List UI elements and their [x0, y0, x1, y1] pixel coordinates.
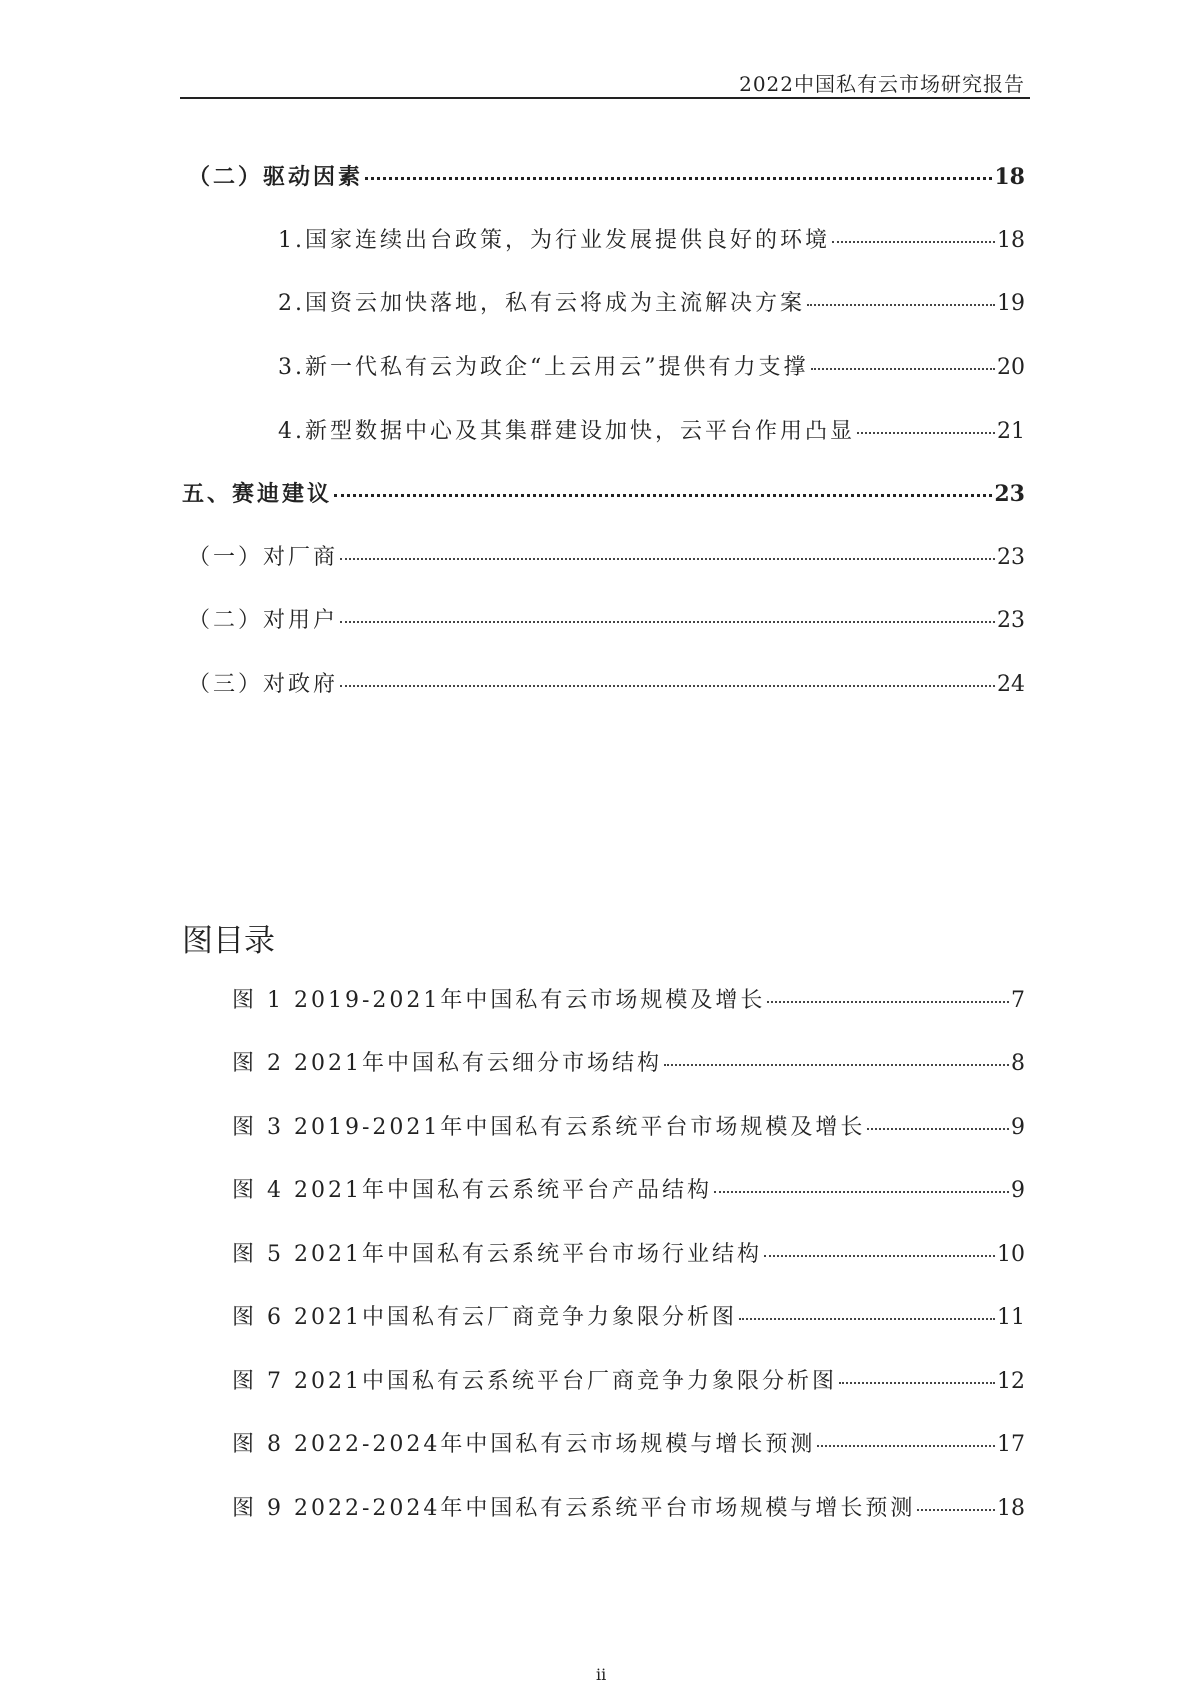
toc-page: 20 — [997, 355, 1025, 380]
toc-label: 1.国家连续出台政策，为行业发展提供良好的环境 — [278, 228, 830, 253]
dot-leader — [739, 1318, 995, 1320]
figure-label: 图 8 2022-2024年中国私有云市场规模与增长预测 — [232, 1432, 816, 1457]
toc-page: 24 — [997, 672, 1025, 697]
figure-label: 图 2 2021年中国私有云细分市场结构 — [232, 1051, 662, 1076]
toc-label: 五、赛迪建议 — [182, 481, 333, 507]
dot-leader — [340, 558, 995, 560]
figure-page: 10 — [997, 1242, 1025, 1267]
dot-leader — [817, 1445, 995, 1447]
toc-entry[interactable] — [188, 540, 1025, 570]
toc-page: 19 — [997, 291, 1025, 316]
dot-leader — [807, 304, 995, 306]
dot-leader — [365, 177, 992, 180]
figure-page: 17 — [997, 1432, 1025, 1457]
figure-page: 8 — [1011, 1051, 1025, 1076]
header-rule — [180, 97, 1030, 99]
toc-entry[interactable] — [278, 414, 1025, 444]
dot-leader — [839, 1382, 995, 1384]
figure-entry[interactable] — [232, 983, 1025, 1013]
toc-page: 18 — [994, 164, 1025, 190]
toc-entry[interactable] — [278, 223, 1025, 253]
figure-page: 18 — [997, 1496, 1025, 1521]
dot-leader — [664, 1064, 1009, 1066]
figure-page: 9 — [1011, 1178, 1025, 1203]
toc-page: 23 — [994, 481, 1025, 507]
dot-leader — [767, 1001, 1009, 1003]
toc-entry[interactable] — [182, 477, 1025, 507]
toc-entry[interactable] — [188, 667, 1025, 697]
figure-entry[interactable] — [232, 1173, 1025, 1203]
toc-label: （三）对政府 — [188, 672, 339, 697]
page-number: ii — [596, 1665, 607, 1684]
figure-page: 11 — [997, 1305, 1025, 1330]
figure-page: 9 — [1011, 1115, 1025, 1140]
figure-label: 图 4 2021年中国私有云系统平台产品结构 — [232, 1178, 712, 1203]
toc-page: 23 — [997, 545, 1025, 570]
figure-label: 图 1 2019-2021年中国私有云市场规模及增长 — [232, 988, 766, 1013]
figure-label: 图 7 2021中国私有云系统平台厂商竞争力象限分析图 — [232, 1369, 837, 1394]
figure-entry[interactable] — [232, 1110, 1025, 1140]
toc-page: 21 — [997, 419, 1025, 444]
figure-entry[interactable] — [232, 1237, 1025, 1267]
dot-leader — [764, 1255, 995, 1257]
figure-entry[interactable] — [232, 1491, 1025, 1521]
toc-page: 23 — [997, 608, 1025, 633]
toc-entry[interactable] — [188, 160, 1025, 190]
figure-label: 图 3 2019-2021年中国私有云系统平台市场规模及增长 — [232, 1115, 866, 1140]
dot-leader — [340, 685, 995, 687]
running-header: 2022中国私有云市场研究报告 — [739, 72, 1025, 96]
toc-page: 18 — [997, 228, 1025, 253]
figure-entry[interactable] — [232, 1300, 1025, 1330]
dot-leader — [340, 621, 995, 623]
figure-label: 图 5 2021年中国私有云系统平台市场行业结构 — [232, 1242, 762, 1267]
toc-label: （二）对用户 — [188, 608, 339, 633]
toc-entry[interactable] — [188, 603, 1025, 633]
dot-leader — [867, 1128, 1009, 1130]
dot-leader — [857, 432, 995, 434]
figure-entry[interactable] — [232, 1046, 1025, 1076]
figure-page: 7 — [1011, 988, 1025, 1013]
figure-entry[interactable] — [232, 1364, 1025, 1394]
toc-entry[interactable] — [278, 286, 1025, 316]
dot-leader — [714, 1191, 1009, 1193]
dot-leader — [334, 494, 992, 497]
figure-label: 图 9 2022-2024年中国私有云系统平台市场规模与增长预测 — [232, 1496, 916, 1521]
figure-page: 12 — [997, 1369, 1025, 1394]
toc-label: 2.国资云加快落地，私有云将成为主流解决方案 — [278, 291, 805, 316]
dot-leader — [917, 1509, 995, 1511]
toc-label: （二）驱动因素 — [188, 164, 364, 190]
dot-leader — [832, 241, 995, 243]
toc-label: 4.新型数据中心及其集群建设加快，云平台作用凸显 — [278, 419, 855, 444]
toc-label: （一）对厂商 — [188, 545, 339, 570]
figure-entry[interactable] — [232, 1427, 1025, 1457]
figure-list-title: 图目录 — [182, 923, 275, 959]
figure-label: 图 6 2021中国私有云厂商竞争力象限分析图 — [232, 1305, 737, 1330]
toc-entry[interactable] — [278, 350, 1025, 380]
dot-leader — [811, 368, 996, 370]
toc-label: 3.新一代私有云为政企“上云用云”提供有力支撑 — [278, 355, 809, 380]
